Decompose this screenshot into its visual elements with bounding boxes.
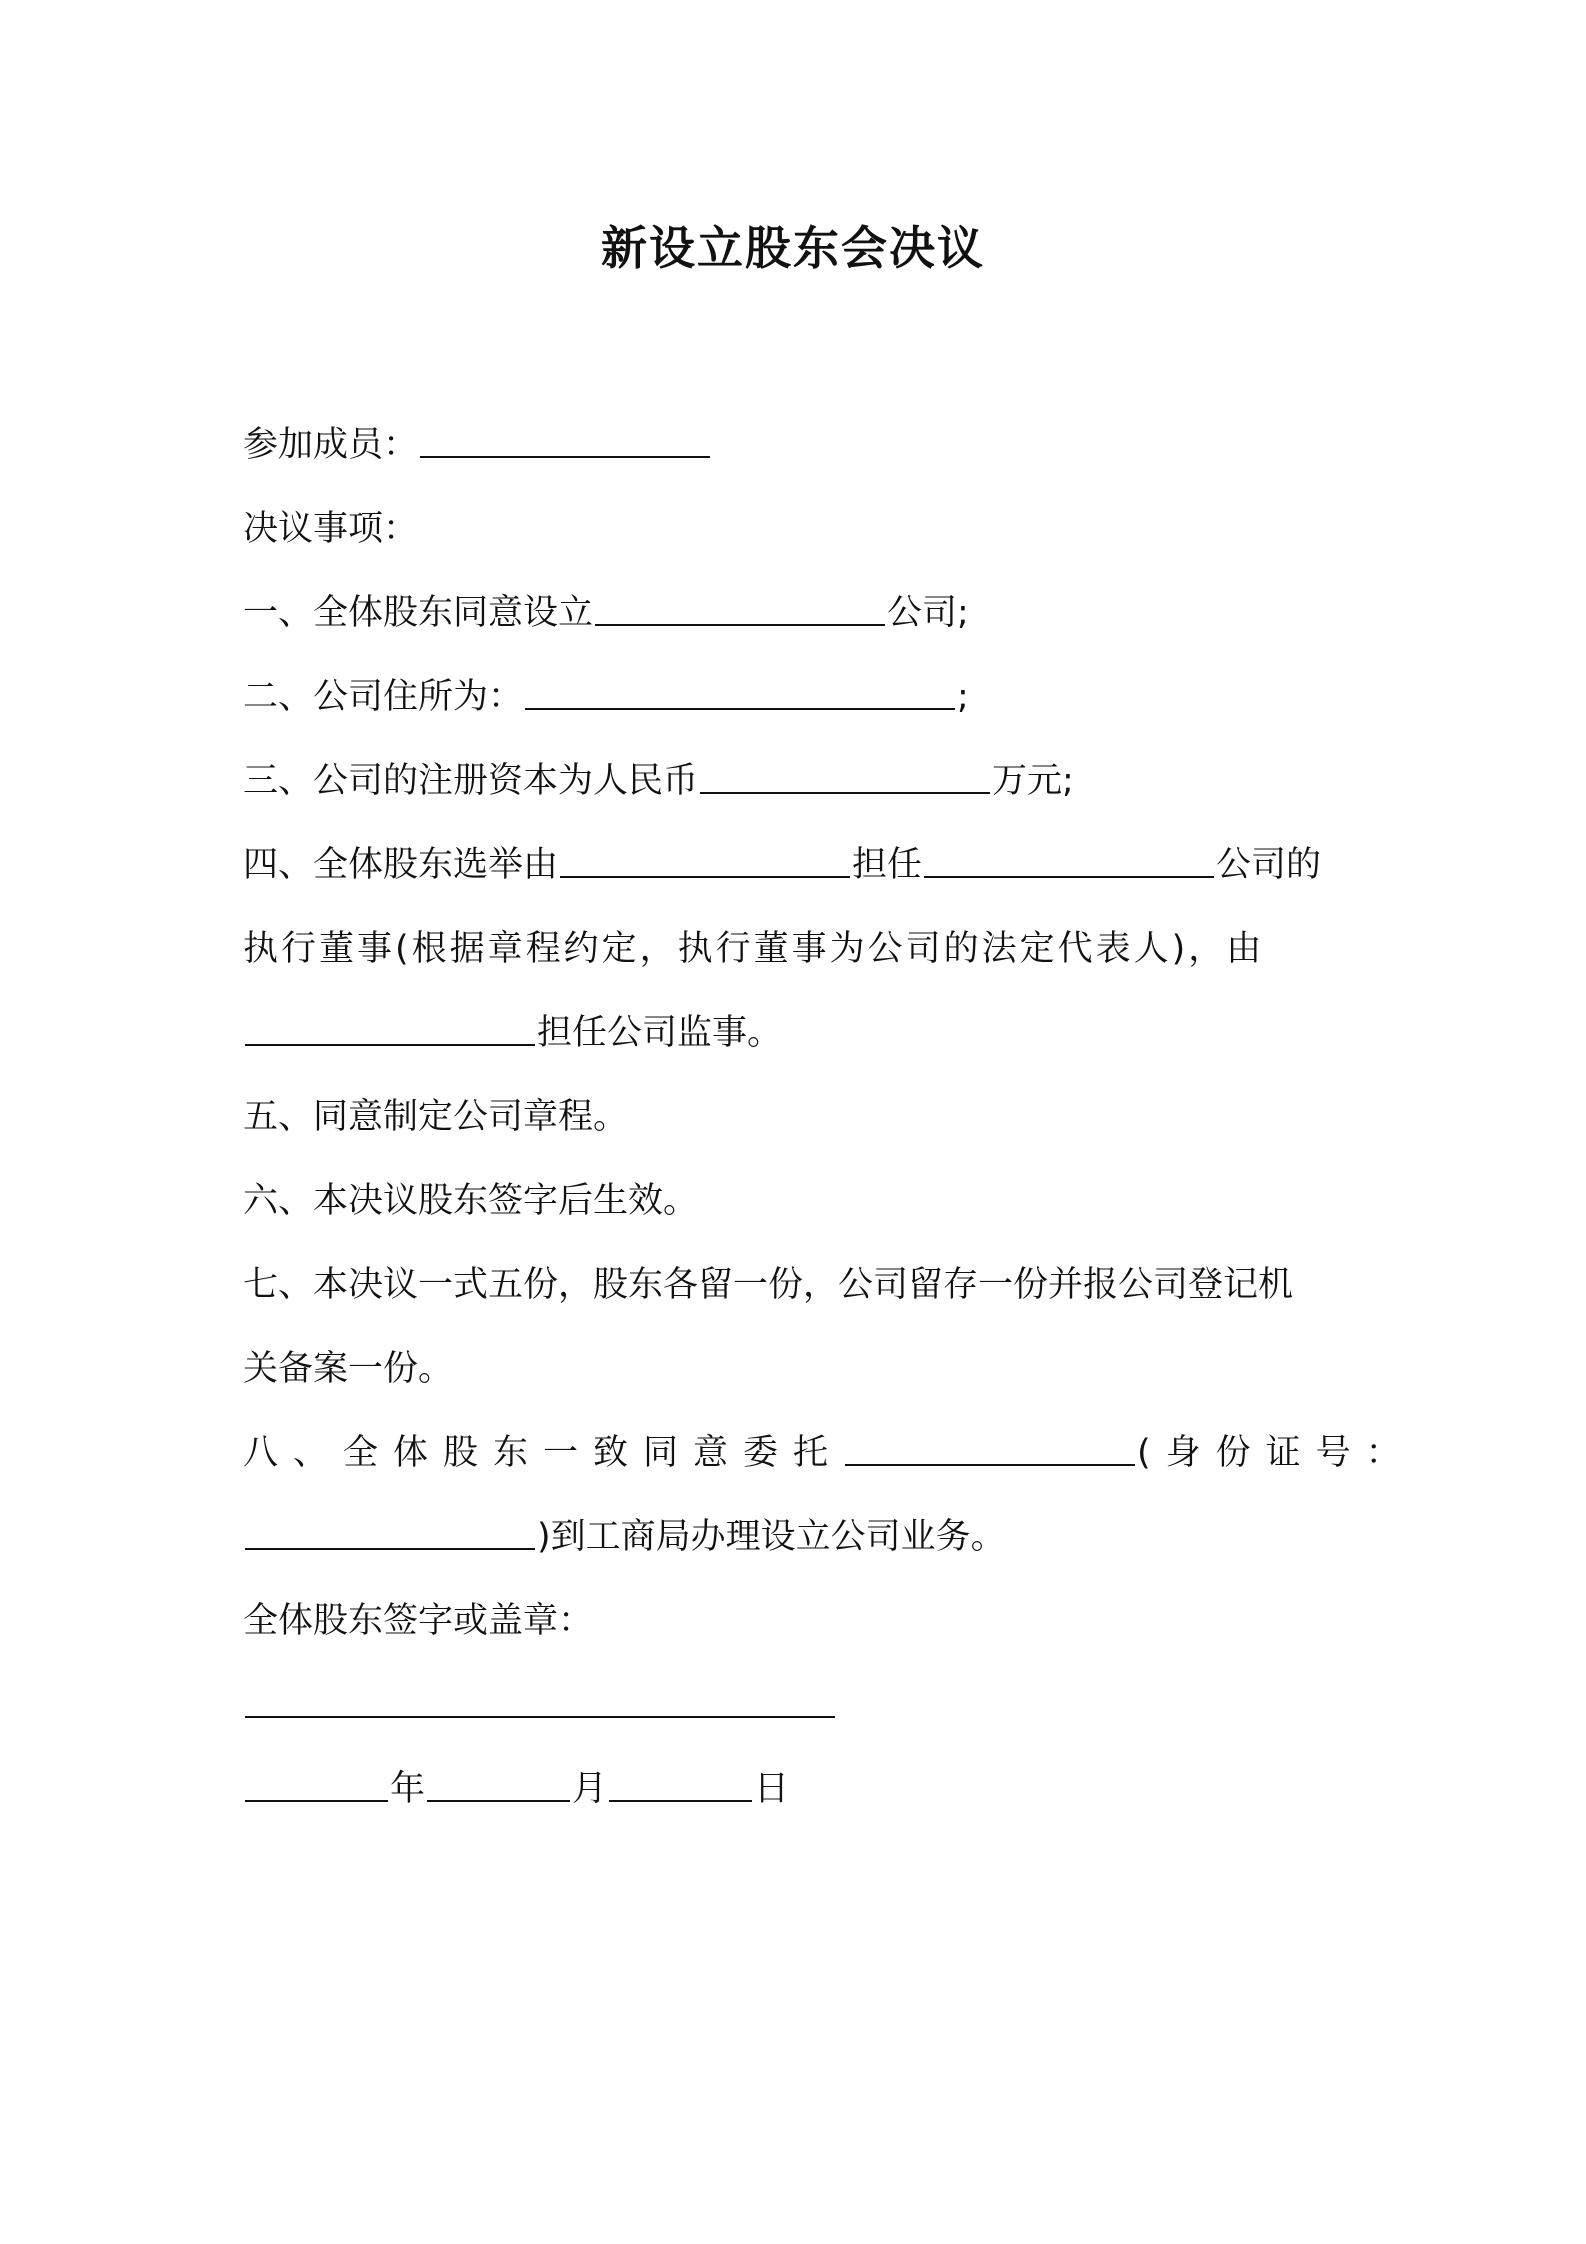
capital-blank[interactable] xyxy=(700,762,990,794)
item-three-text: 三、公司的注册资本为人民币 xyxy=(243,761,699,801)
document-title: 新设立股东会决议 xyxy=(601,221,985,275)
item-seven-line2 xyxy=(243,1327,1353,1411)
item-six-text: 六、本决议股东签字后生效。 xyxy=(243,1181,699,1221)
supervisor-blank[interactable] xyxy=(245,1014,535,1046)
address-blank[interactable] xyxy=(525,678,955,710)
matters-line xyxy=(243,487,1353,571)
item-four-supervisor: 担任公司监事。 xyxy=(537,1013,783,1053)
item-two-text: 二、公司住所为： xyxy=(243,677,524,717)
item-four-line2 xyxy=(243,907,1353,991)
document-body xyxy=(243,403,1416,1831)
item-seven-continued: 关备案一份。 xyxy=(243,1349,454,1389)
item-seven-text: 七、本决议一式五份，股东各留一份，公司留存一份并报公司登记机 xyxy=(243,1265,1294,1305)
item-three xyxy=(243,739,1353,823)
signature-blank[interactable] xyxy=(245,1686,835,1718)
day-label: 日 xyxy=(754,1769,790,1809)
item-eight-text: 八、全体股东一致同意委托 xyxy=(243,1433,844,1473)
item-four-line3 xyxy=(243,991,1353,1075)
members-blank[interactable] xyxy=(420,426,710,458)
signature-line xyxy=(243,1663,1353,1747)
item-eight-id-label: (身份证号： xyxy=(1137,1433,1416,1473)
director-company-blank[interactable] xyxy=(924,846,1214,878)
item-eight-line1 xyxy=(243,1411,1416,1495)
item-four-role: 担任 xyxy=(852,845,923,885)
month-blank[interactable] xyxy=(427,1770,570,1802)
item-eight-line2 xyxy=(243,1495,1353,1579)
month-label: 月 xyxy=(572,1769,608,1809)
members-line xyxy=(243,403,1353,487)
item-one-text: 一、全体股东同意设立 xyxy=(243,593,594,633)
item-one-suffix: 公司; xyxy=(887,593,969,633)
members-label: 参加成员： xyxy=(243,425,419,465)
day-blank[interactable] xyxy=(609,1770,752,1802)
year-blank[interactable] xyxy=(245,1770,388,1802)
item-seven-line1 xyxy=(243,1243,1353,1327)
item-six xyxy=(243,1159,1353,1243)
item-two xyxy=(243,655,1353,739)
signature-label: 全体股东签字或盖章： xyxy=(243,1601,594,1641)
item-two-suffix: ; xyxy=(957,677,969,717)
signature-label-line xyxy=(243,1579,1353,1663)
item-eight-continued: )到工商局办理设立公司业务。 xyxy=(537,1517,1006,1557)
item-three-suffix: 万元; xyxy=(992,761,1074,801)
id-number-blank[interactable] xyxy=(245,1518,535,1550)
item-four-line1 xyxy=(243,823,1353,907)
item-four-suffix: 公司的 xyxy=(1216,845,1322,885)
director-person-blank[interactable] xyxy=(560,846,850,878)
item-five xyxy=(243,1075,1353,1159)
year-label: 年 xyxy=(390,1769,426,1809)
matters-label: 决议事项： xyxy=(243,509,419,549)
agent-name-blank[interactable] xyxy=(845,1434,1135,1466)
item-one xyxy=(243,571,1353,655)
date-line xyxy=(243,1747,1353,1831)
item-four-continued: 执行董事(根据章程约定，执行董事为公司的法定代表人)，由 xyxy=(243,929,1265,969)
item-four-text: 四、全体股东选举由 xyxy=(243,845,559,885)
company-name-blank[interactable] xyxy=(595,594,885,626)
item-five-text: 五、同意制定公司章程。 xyxy=(243,1097,629,1137)
